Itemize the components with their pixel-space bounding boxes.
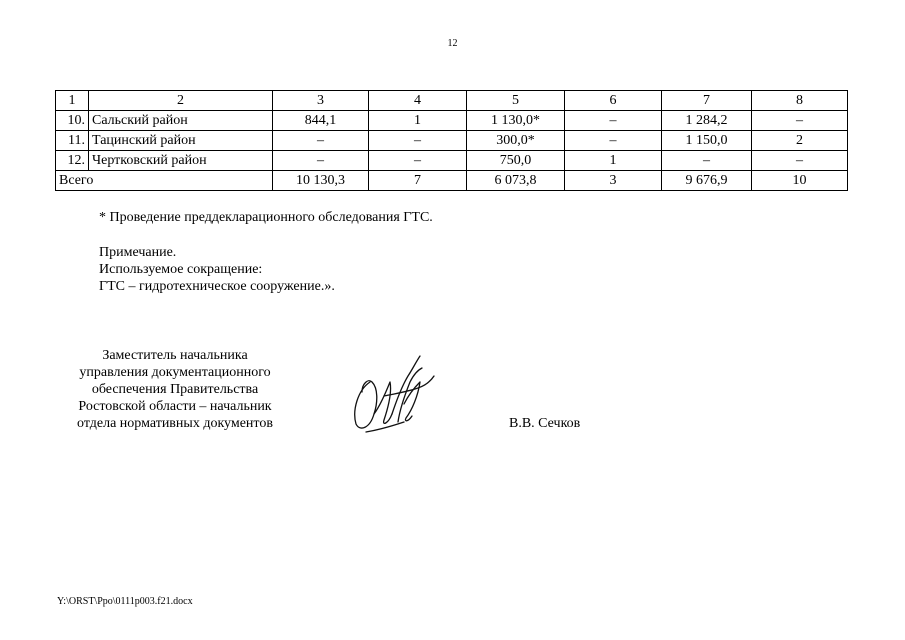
- row-number: 12.: [56, 151, 89, 171]
- header-cell: 7: [662, 91, 752, 111]
- table-row: [56, 131, 848, 151]
- row-number: 10.: [56, 111, 89, 131]
- row-number: 11.: [56, 131, 89, 151]
- note-title: Примечание.: [99, 245, 177, 260]
- handwritten-signature: [348, 352, 438, 437]
- note-block: [99, 244, 335, 295]
- note-line: ГТС – гидротехническое сооружение.».: [99, 279, 335, 294]
- header-cell: 2: [89, 91, 273, 111]
- district-name: Тацинский район: [89, 131, 273, 151]
- signer-line: Ростовской области – начальник: [78, 399, 272, 414]
- signer-line: управления документационного: [79, 365, 271, 380]
- cell-col4: 1: [369, 111, 467, 131]
- total-col8: 10: [752, 171, 848, 191]
- header-cell: 5: [467, 91, 565, 111]
- page-number: 12: [447, 38, 458, 49]
- cell-col6: 1: [565, 151, 662, 171]
- cell-col8: 2: [752, 131, 848, 151]
- note-line: Используемое сокращение:: [99, 262, 263, 277]
- district-name: Чертковский район: [89, 151, 273, 171]
- header-cell: 3: [273, 91, 369, 111]
- cell-col8: –: [752, 111, 848, 131]
- total-label: Всего: [56, 171, 273, 191]
- cell-col5: 1 130,0*: [467, 111, 565, 131]
- cell-col7: 1 284,2: [662, 111, 752, 131]
- total-col3: 10 130,3: [273, 171, 369, 191]
- signer-position: [55, 347, 295, 432]
- cell-col3: –: [273, 131, 369, 151]
- signer-line: Заместитель начальника: [102, 348, 248, 363]
- header-cell: 1: [56, 91, 89, 111]
- table-total-row: [56, 171, 848, 191]
- table-header-row: [56, 91, 848, 111]
- signer-line: обеспечения Правительства: [91, 382, 259, 397]
- total-col6: 3: [565, 171, 662, 191]
- table-row: [56, 151, 848, 171]
- cell-col4: –: [369, 151, 467, 171]
- cell-col4: –: [369, 131, 467, 151]
- signer-name: В.В. Сечков: [509, 416, 581, 431]
- total-col5: 6 073,8: [467, 171, 565, 191]
- cell-col3: 844,1: [273, 111, 369, 131]
- district-name: Сальский район: [89, 111, 273, 131]
- total-col7: 9 676,9: [662, 171, 752, 191]
- header-cell: 8: [752, 91, 848, 111]
- total-col4: 7: [369, 171, 467, 191]
- cell-col6: –: [565, 131, 662, 151]
- cell-col3: –: [273, 151, 369, 171]
- data-table: [55, 90, 848, 191]
- footnote: * Проведение преддекларационного обследования ГТС.: [99, 210, 433, 225]
- header-cell: 6: [565, 91, 662, 111]
- cell-col6: –: [565, 111, 662, 131]
- cell-col7: –: [662, 151, 752, 171]
- cell-col5: 300,0*: [467, 131, 565, 151]
- signer-line: отдела нормативных документов: [77, 416, 273, 431]
- cell-col8: –: [752, 151, 848, 171]
- file-path: Y:\ORST\Ppo\0111p003.f21.docx: [57, 596, 193, 607]
- cell-col5: 750,0: [467, 151, 565, 171]
- header-cell: 4: [369, 91, 467, 111]
- table-row: [56, 111, 848, 131]
- cell-col7: 1 150,0: [662, 131, 752, 151]
